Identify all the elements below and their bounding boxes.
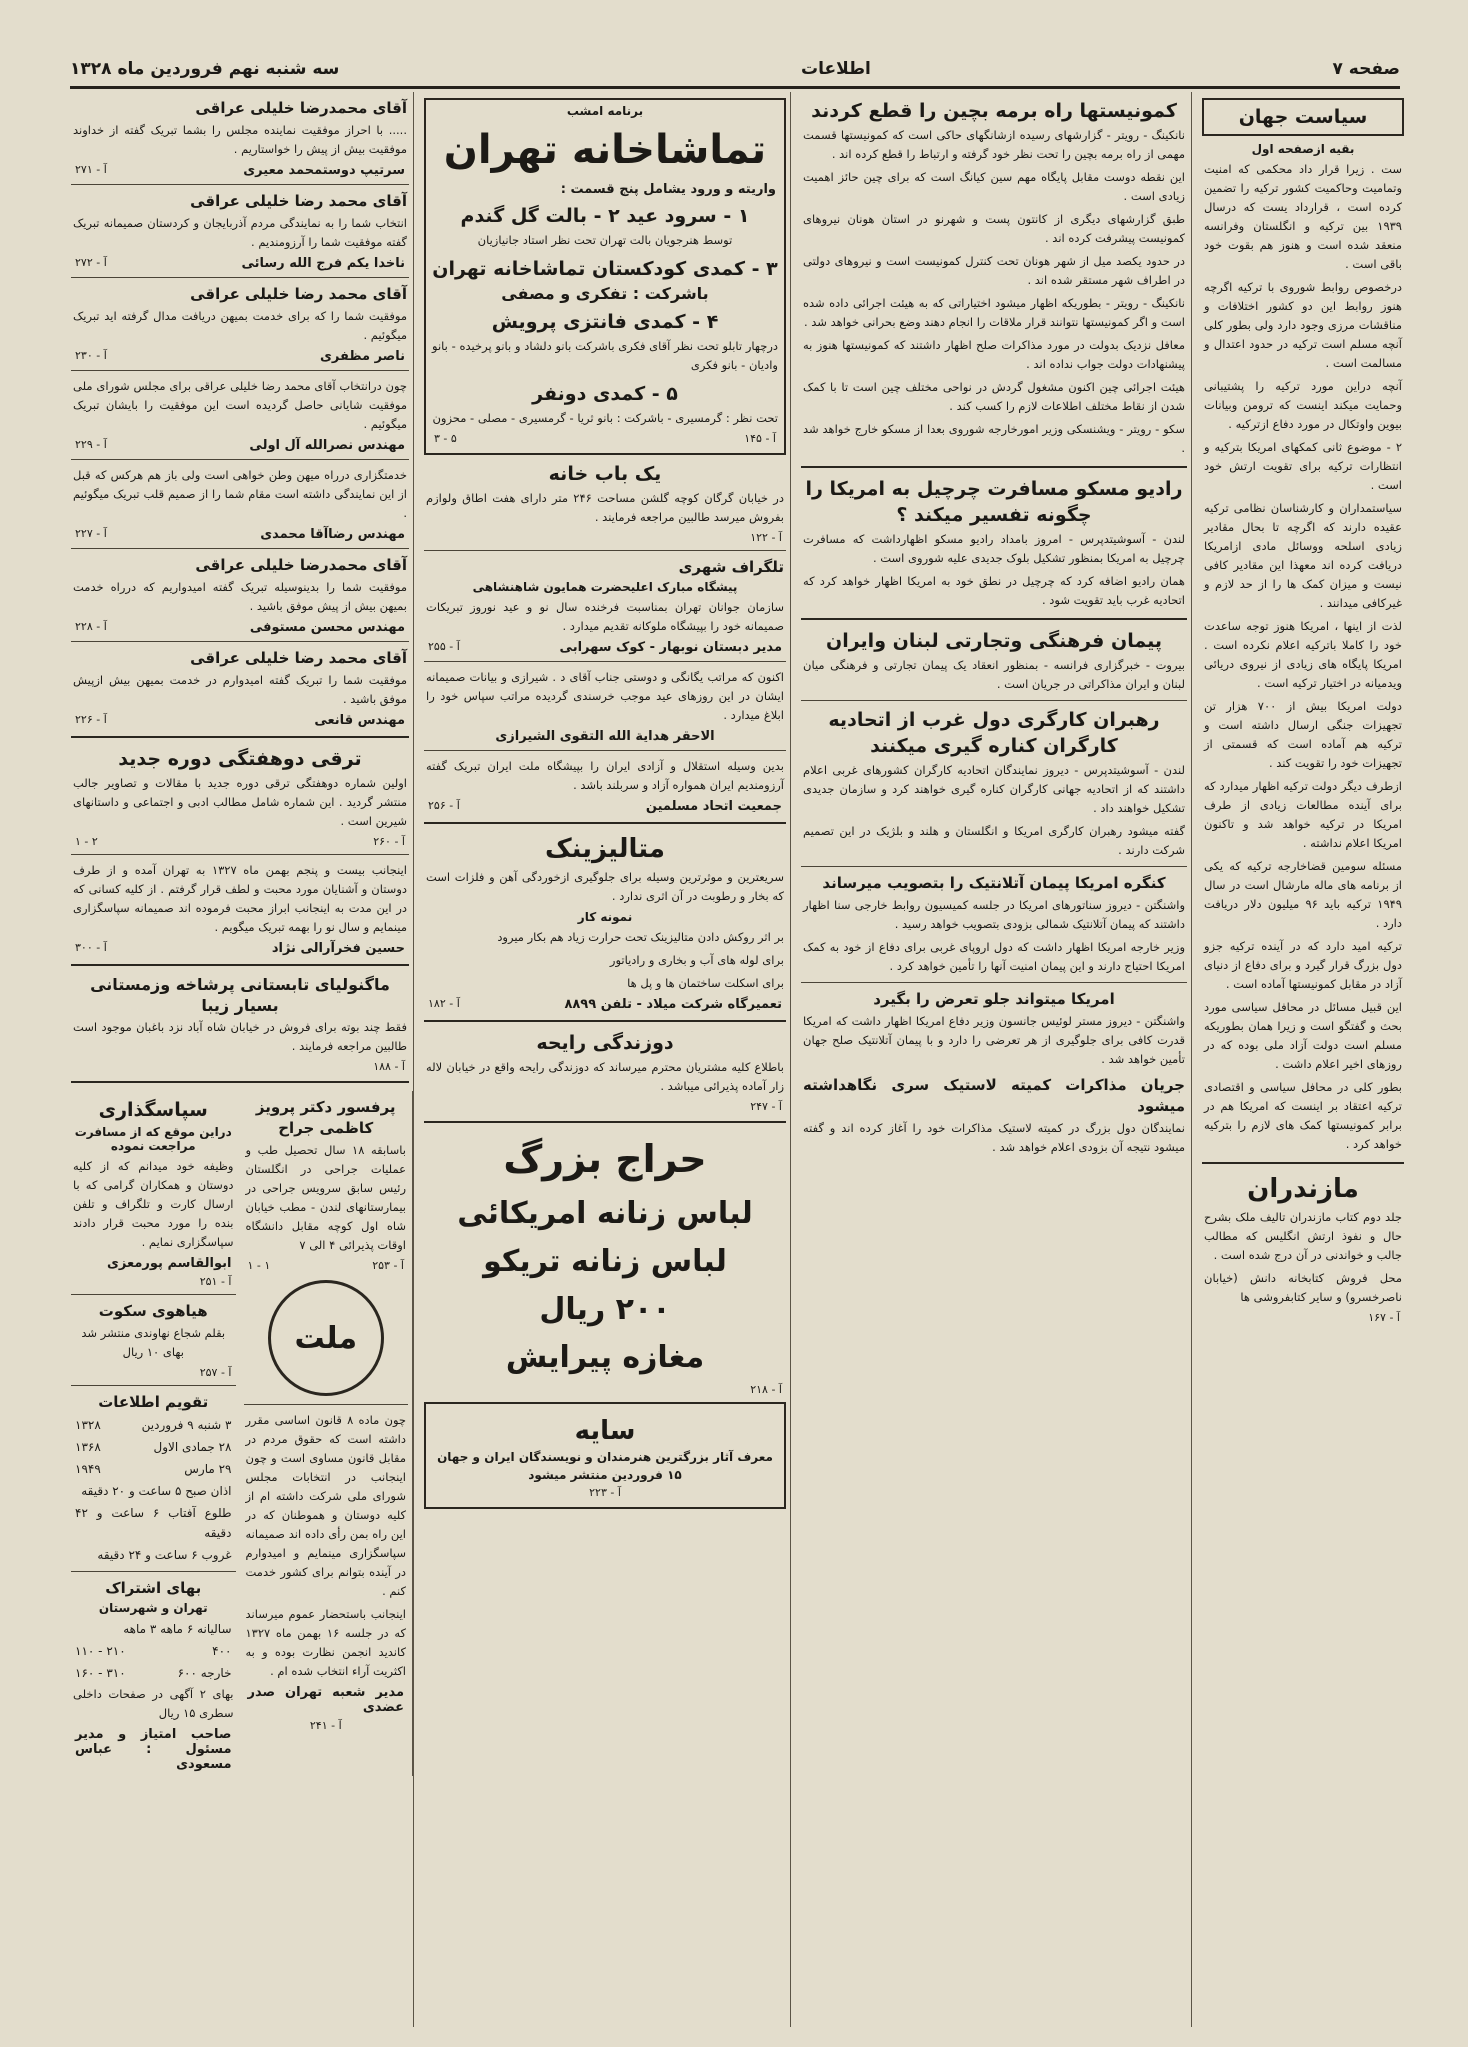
ad-ref: ۱ - ۱: [247, 1259, 271, 1272]
islam-sig-row: [428, 799, 782, 814]
calendar-row: [75, 1459, 232, 1479]
magnolia-title: ماگنولیای تابستانی پرشاخه وزمستانی بسیار زیبا: [90, 975, 390, 1015]
calendar-value: ۱۳۲۸: [75, 1418, 101, 1432]
silence-ref-row: [75, 1366, 232, 1379]
saye-title: سایه: [574, 1416, 636, 1446]
metalizink-line: بر اثر روکش دادن متالیزینک تحت حرارت زیاد هم بکار میرود: [497, 930, 784, 944]
calendar-title: تقویم اطلاعات: [98, 1393, 209, 1411]
theater-item-3-cast: باشرکت : تفکری و مصفی: [501, 284, 709, 303]
notice-text: موفقیت شما را بدینوسیله تبریک گفته امیدواریم که درراه خدمت بمیهن بیش از پیش موفق باشید .: [73, 580, 407, 613]
theater-ref-row: [434, 432, 776, 445]
metalizink-sub: نمونه کار: [577, 910, 633, 924]
divider: [71, 548, 409, 549]
telegraph-signature: مدیر دبستان نوبهار - کوک سهرابی: [559, 640, 782, 655]
magnolia-ref-row: [75, 1060, 405, 1073]
sale-title: حراج بزرگ: [503, 1137, 707, 1181]
thanks-signature: الاحقر هدایة الله التقوی الشیرازی: [495, 729, 715, 744]
subscription-label: سالیانه ۶ ماهه ۳ ماهه: [123, 1622, 232, 1636]
world-politics-title: سیاست جهان: [1238, 106, 1368, 128]
divider: [71, 1081, 409, 1083]
column-ads: [420, 92, 791, 2027]
theater-ad: [424, 98, 786, 455]
paragraph: بیروت - خبرگزاری فرانسه - بمنظور انعقاد یک پیمان تجارتی و فرهنگی میان لبنان و ایران مذاکراتی در جریان است .: [803, 658, 1185, 691]
notice-signature: ناصر مظفری: [319, 349, 405, 364]
house-ref-row: [428, 531, 782, 544]
headline-labor-leaders: رهبران کارگری دول غرب از اتحادیه کارگران کناره گیری میکنند: [828, 709, 1160, 757]
paragraph: مسئله سومین قضاخارجه ترکیه که یکی از برنامه های ماله مارشال است در سال ۱۹۴۹ ترکیه باید ۹۶ میلیون دلار دریافت دارد .: [1204, 859, 1402, 930]
divider: [424, 661, 786, 662]
gratitude-text: وظیفه خود میدانم که از کلیه دوستان و همکاران گرامی که با ارسال کارت و تلگراف و تلفن بنده را مورد محبت قرار دادند سپاسگزاری نمایم .: [73, 1159, 234, 1249]
subscription-region: تهران و شهرستان: [98, 1601, 208, 1615]
long-notice-sig-row: [75, 941, 405, 956]
calendar-label: اذان صبح ۵ ساعت و ۲۰ دقیقه: [81, 1484, 232, 1498]
notice-signature: ناخدا یکم فرج الله رسائی: [241, 256, 405, 271]
divider: [71, 277, 409, 278]
headline-atlantic-pact: کنگره امریکا پیمان آتلانتیک را بتصویب میرساند: [822, 874, 1166, 892]
paragraph: هیئت اجرائی چین اکنون مشغول گردش در نواحی مختلف چین است تا با کمک شدن از نقاط مختلف اطلاعات لازم را کسب کند .: [803, 380, 1185, 413]
subscription-label: خارجه ۶۰۰: [177, 1666, 232, 1680]
paragraph: لذت از اینها ، امریکا هنوز توجه ساعدت خود را کاملا باترکیه اعلام نکرده است . امریکا پایگاه های زیادی از نیروی دریائی ویدمیانه در اختیار ترکیه است .: [1204, 619, 1402, 690]
calendar-row: [75, 1437, 232, 1457]
ad-ref: آ - ۲۱۸: [750, 1383, 782, 1396]
paragraph: لندن - آسوشیتدپرس - امروز بامداد رادیو مسکو اظهارداشت که مسافرت چرچیل به امریکا بمنظور تشکیل بلوک جدیدی علیه شوروی است .: [803, 532, 1185, 565]
headline-radio-moscow: رادیو مسکو مسافرت چرچیل به امریکا را چگونه تفسیر میکند ؟: [805, 478, 1183, 526]
house-text: در خیابان گرگان کوچه گلشن مساحت ۲۴۶ متر دارای هفت اطاق ولوازم بفروش میرسد طالبین مراجعه فرمایند .: [426, 491, 784, 524]
ad-ref: آ - ۲۵۱: [199, 1275, 232, 1288]
paragraph: واشنگتن - دیروز سناتورهای امریکا در جلسه کمیسیون روابط خارجی سنا اظهار داشتند که پیمان آتلانتیک شمالی بزودی بتصویب خواهد رسید .: [803, 898, 1185, 931]
theater-item-1-note: توسط هنرجویان بالت تهران تحت نظر استاد جانیازیان: [477, 233, 733, 247]
mazandaran-text: جلد دوم کتاب مازندران تالیف ملک بشرح حال و نفوذ ارتش انگلیس که مطالب جالب و خواندنی در آن درج شده است .: [1204, 1210, 1402, 1262]
notice-sig-row: [75, 256, 405, 271]
divider: [71, 1385, 236, 1386]
sale-shop: مغازه پیرایش: [505, 1340, 705, 1375]
paragraph: ترکیه امید دارد که در آینده ترکیه جزو دول بزرگ قرار گیرد و برای دفاع از دنیای آزاد در مقابل کمونیستها آماده است .: [1204, 939, 1402, 991]
silence-title: هیاهوی سکوت: [98, 1302, 208, 1320]
paragraph: سیاستمداران و کارشناسان نظامی ترکیه عقیده دارند که اگرچه تا بحال مقادیر زیادی اسلحه ووسائل مادی ازامریکا دریافت کرده اند معهذا این مقادیر کافی نیست و میزان کمک ها را از حد لازم و غیرکافی میدانند .: [1204, 501, 1402, 610]
paragraph: ازطرف دیگر دولت ترکیه اظهار میدارد که برای آینده مطالعات زیادی از طرف امریکا در ترکیه خواهد شد و تاکنون امریکا اعلام نداشته .: [1204, 779, 1402, 850]
gratitude-title: سپاسگذاری: [98, 1099, 208, 1121]
congrats-notice: [67, 377, 413, 453]
ad-ref: آ - ۱۲۲: [750, 531, 782, 544]
divider: [71, 964, 409, 966]
notice-sig-row: [75, 713, 405, 728]
theater-item-5-cast: تحت نظر : گرمسیری - باشرکت : بانو ثریا - گرمسیری - مصلی - محزون: [432, 411, 778, 425]
divider: [71, 641, 409, 642]
congrats-notice: [67, 555, 413, 635]
notice-name: آقای محمدرضا خلیلی عراقی: [195, 99, 407, 117]
calendar-value: ۱۳۶۸: [75, 1440, 101, 1454]
headline-lebanon-iran: پیمان فرهنگی وتجارتی لبنان وایران: [826, 630, 1162, 652]
ad-ref: آ - ۲۵۵: [428, 640, 460, 653]
paper-name: اطلاعات: [801, 59, 871, 79]
divider: [801, 866, 1187, 867]
statement-text-2: اینجانب باستحضار عموم میرساند که در جلسه ۱۶ بهمن ماه ۱۳۲۷ کاندید انجمن نظارت بوده و به اکثریت آراء انتخاب شده ام .: [245, 1607, 407, 1678]
ad-ref: آ - ۲۳۰: [75, 349, 107, 362]
paragraph: نانکینگ - رویتر - گزارشهای رسیده ازشانگهای حاکی است که کمونیستها قسمت مهمی از راه برمه بچین را تحت نظر خود گرفته و ارتباط را قطع کرده اند .: [803, 128, 1185, 161]
notice-signature: سرتیپ دوستمحمد معیری: [243, 163, 405, 178]
islam-text: بدین وسیله استقلال و آزادی ایران را بپیشگاه ملت ایران تبریک گفته آرزومندیم ایران همواره آزاد و سربلند باشد .: [426, 759, 784, 792]
column-news: [797, 92, 1192, 2027]
calendar-label: ۲۹ مارس: [184, 1462, 232, 1476]
paragraph: همان رادیو اضافه کرد که چرچیل در نطق خود به امریکا اظهار خواهد کرد که اتحادیه غرب باید تقویت شود .: [803, 574, 1185, 607]
paragraph: دولت امریکا بیش از ۷۰۰ هزار تن تجهیزات جنگی ارسال داشته است و ترکیه هم آماده است که قسمتی از تجهیزات خود را تقویت کند .: [1204, 699, 1402, 770]
paragraph: نانکینگ - رویتر - بطوریکه اظهار میشود اختیاراتی که به هیئت اجرائی داده شده است و اگر کمونیستها نتوانند قرار ملاقات را انجام دهند وضع بحرانی خواهد شد .: [803, 296, 1185, 329]
metalizink-text: سریعترین و موثرترین وسیله برای جلوگیری ازخوردگی آهن و فلزات است که بخار و رطوبت در آن اثری ندارد .: [426, 870, 784, 903]
theater-item-3: ۳ - کمدی کودکستان تماشاخانه تهران: [432, 258, 778, 280]
divider: [71, 736, 409, 738]
divider: [801, 982, 1187, 983]
calendar-row: [75, 1415, 232, 1435]
telegraph-text: سازمان جوانان تهران بمناسبت فرخنده سال نو و عید نوروز تبریکات صمیمانه خود را بپیشگاه ملوکانه تقدیم میدارد .: [426, 600, 784, 633]
ad-ref: ۱ - ۲: [75, 835, 98, 848]
telegraph-sub: پیشگاه مبارک اعلیحضرت همایون شاهنشاهی: [472, 580, 738, 594]
metalizink-phone-row: [428, 997, 782, 1012]
bottom-notices-right: [67, 1091, 240, 1776]
mazandaran-title: مازندران: [1247, 1174, 1359, 1204]
paragraph: ست . زیرا قرار داد محکمی که امنیت وتمامیت وحاکمیت کشور ترکیه را تضمین کرده است ، قرارداد یست که درسال ۱۹۳۹ بین ترکیه و انگلستان وفرانسه منعقد شده است و هنوز هم بقوت خود باقی است .: [1204, 162, 1402, 271]
notice-text: خدمتگزاری درراه میهن وطن خواهی است ولی باز هم هرکس که قبل از این نمایندگی داشته است مقام شما را از صمیم قلب تبریک میگوئیم .: [73, 468, 407, 520]
paragraph: واشنگتن - دیروز مستر لوئیس جانسون وزیر دفاع امریکا اظهار داشت که امریکا قدرت کافی برای جلوگیری از هر تعرضی را دارد و با پیمان آتلانتیک صلح جهان تأمین خواهد شد .: [803, 1014, 1185, 1066]
theater-item-4-note: درچهار تابلو تحت نظر آقای فکری باشرکت بانو دلشاد و بانو پرخیده - بانو وادیان - بانو فکری: [432, 339, 778, 372]
headline-america-aggression: امریکا میتواند جلو تعرض را بگیرد: [873, 990, 1115, 1008]
progress-text: اولین شماره دوهفتگی ترقی دوره جدید با مقالات و تصاویر جالب منتشر گردید . این شماره شامل مطالب ادبی و اجتماعی و داستانهای شیرین است .: [73, 776, 407, 828]
progress-title: ترقی دوهفتگی دوره جدید: [118, 748, 362, 770]
calendar-row: [75, 1545, 232, 1565]
ad-ref: آ - ۲۴۷: [750, 1100, 782, 1113]
tailoring-title: دوزندگی رایحه: [536, 1032, 674, 1054]
ad-ref: آ - ۲۲۸: [75, 620, 107, 633]
calendar-label: غروب ۶ ساعت و ۲۴ دقیقه: [97, 1548, 232, 1562]
saye-text: معرف آثار بزرگترین هنرمندان و نویسندگان ایران و جهان: [437, 1450, 773, 1464]
calendar-row: [75, 1481, 232, 1501]
divider: [71, 1294, 236, 1295]
doctor-title: پرفسور دکتر پرویز کاظمی جراح: [255, 1098, 396, 1137]
continued-note: بقیه ازصفحه اول: [1251, 142, 1355, 156]
divider: [1202, 1162, 1404, 1164]
paragraph: گفته میشود رهبران کارگری امریکا و انگلستان و هلند و بلژیک در این تصمیم شرکت دارند .: [803, 824, 1185, 857]
congrats-notice: [67, 466, 413, 542]
ad-ref: آ - ۳۰۰: [75, 941, 107, 954]
divider: [71, 1571, 236, 1572]
divider: [801, 618, 1187, 620]
congrats-notice: [67, 98, 413, 178]
divider: [801, 700, 1187, 701]
ad-ref: آ - ۲۵۶: [428, 799, 460, 812]
issue-date: سه شنبه نهم فروردین ماه ۱۳۲۸: [70, 59, 340, 79]
ad-ref: آ - ۲۶۰: [373, 835, 405, 848]
world-politics-header: [1202, 98, 1404, 136]
columns: [62, 92, 1408, 2027]
notice-sig-row: [75, 163, 405, 178]
publisher-footer: صاحب امتیاز و مدیر مسئول : عباس مسعودی: [75, 1727, 232, 1772]
paragraph: درخصوص روابط شوروی با ترکیه اگرچه هنوز روابط این دو کشور اختلافات و مناقشات مرزی وجود دارد ولی بطور کلی آنچه مسلم است ترکیه در حدود اعتدال و مسالمت است .: [1204, 280, 1402, 370]
ad-ref: آ - ۲۵۳: [372, 1259, 404, 1272]
notice-sig-row: [75, 620, 405, 635]
sale-ref-row: [428, 1383, 782, 1396]
subscription-row: [75, 1619, 232, 1639]
sale-line-2: لباس زنانه تریکو: [483, 1244, 727, 1279]
subscription-label: ۴۰۰: [212, 1644, 232, 1658]
house-title: یک باب خانه: [548, 463, 662, 485]
theater-item-4: ۴ - کمدی فانتزی پرویش: [491, 311, 719, 333]
theater-item-1: ۱ - سرود عید ۲ - بالت گل گندم: [460, 205, 750, 227]
gratitude-sub: دراین موقع که از مسافرت مراجعت نموده: [74, 1125, 232, 1153]
divider: [424, 550, 786, 551]
notice-name: آقای محمد رضا خلیلی عراقی: [190, 192, 407, 210]
sale-line-1: لباس زنانه امریکائی: [457, 1196, 753, 1231]
congrats-notice: [67, 648, 413, 728]
notice-signature: مهندس رضاآقا محمدی: [260, 527, 405, 542]
silence-text: بقلم شجاع نهاوندی منتشر شد بهای ۱۰ ریال: [81, 1326, 226, 1359]
notice-sig-row: [75, 527, 405, 542]
paragraph: در حدود یکصد میل از شهر هونان تحت کنترل کمونیست است و نیروهای دولتی در اطراف شهر مستقر شده اند .: [803, 254, 1185, 287]
congrats-notice: [67, 191, 413, 271]
subscription-value: ۲۱۰ - ۱۱۰: [75, 1644, 126, 1658]
ad-ref: آ - ۱۶۷: [1368, 1311, 1400, 1324]
calendar-row: [75, 1503, 232, 1543]
tailoring-ref-row: [428, 1100, 782, 1113]
notice-sig-row: [75, 438, 405, 453]
metalizink-phone: تعمیرگاه شرکت میلاد - تلفن ۸۸۹۹: [564, 997, 782, 1012]
gratitude-signature: ابوالقاسم پورمعزی: [107, 1256, 232, 1271]
theater-top: برنامه امشب: [566, 104, 644, 118]
islam-signature: جمعیت اتحاد مسلمین: [645, 799, 782, 814]
millat-logo: ملت: [268, 1280, 384, 1396]
bottom-notices-left: [240, 1091, 414, 1776]
gratitude-ref-row: [75, 1275, 232, 1288]
paragraph: طبق گزارشهای دیگری از کانتون پست و شهرنو در استان هونان نیروهای کمونیست پیشرفت کرده اند .: [803, 212, 1185, 245]
saye-ad: [424, 1402, 786, 1509]
calendar-label: ۲۸ جمادی الاول: [153, 1440, 232, 1454]
theater-item-5: ۵ - کمدی دونفر: [532, 383, 678, 405]
paragraph: این نقطه دوست مقابل پایگاه مهم سین کیانگ است که برای چین حائز اهمیت زیادی است .: [803, 170, 1185, 203]
divider: [71, 370, 409, 371]
magnolia-text: فقط چند بوته برای فروش در خیابان شاه آباد نزد باغبان موجود است طالبین مراجعه فرمایند .: [73, 1020, 407, 1053]
divider: [424, 1020, 786, 1022]
paragraph: وزیر خارجه امریکا اظهار داشت که دول اروپای غربی برای دفاع از خود به کمک امریکا احتیاج دارند و این پیمان امنیت آنها را تأمین خواهد کرد .: [803, 940, 1185, 973]
saye-date: ۱۵ فروردین منتشر میشود: [528, 1468, 682, 1482]
long-notice-text: اینجانب بیست و پنجم بهمن ماه ۱۳۲۷ به تهران آمده و از طرف دوستان و آشنایان مورد محبت و لطف قرار گرفتم . از کلیه کسانی که در این مدت به اینجانب ابراز محبت فرموده اند صمیمانه سپاسگزاری مینمایم و سال نو را بهمه تبریک میگویم .: [73, 863, 407, 934]
notice-signature: مهندس نصرالله آل اولی: [249, 438, 405, 453]
doctor-text: باسابقه ۱۸ سال تحصیل طب و عملیات جراحی در انگلستان رئیس سابق سرویس جراحی در بیمارستانهای لندن - مطب خیابان شاه اول کوچه مقابل دانشگاه اوقات پذیرائی ۴ الی ۷: [245, 1143, 406, 1252]
ad-ref: آ - ۱۸۸: [373, 1060, 405, 1073]
notice-sig-row: [75, 349, 405, 364]
tailoring-text: باطلاع کلیه مشتریان محترم میرساند که دوزندگی رایحه واقع در خیابان لاله زار آماده پذیرائی میباشد .: [426, 1060, 784, 1093]
notice-name: آقای محمد رضا خلیلی عراقی: [190, 285, 407, 303]
calendar-value: ۱۹۴۹: [75, 1462, 101, 1476]
divider: [424, 750, 786, 751]
notice-text: موفقیت شما را که برای خدمت بمیهن دریافت مدال گرفته اید تبریک میگوئیم .: [73, 309, 407, 342]
ad-ref: آ - ۲۲۳: [589, 1486, 621, 1499]
theater-name: تماشاخانه تهران: [443, 127, 767, 173]
congrats-notice: [67, 284, 413, 364]
divider: [424, 822, 786, 824]
statement-signature: مدیر شعبه تهران صدر عضدی: [247, 1685, 404, 1715]
notice-signature: مهندس محسن مستوفی: [249, 620, 405, 635]
thanks-text: اکنون که مراتب یگانگی و دوستی جناب آقای د . شیرازی و بیانات صمیمانه ایشان در این روزهای عید موجب خرسندی گردیده مراتب سپاس خود را ابلاغ میدارد .: [426, 670, 784, 722]
paragraph: این قبیل مسائل در محافل سیاسی مورد بحث و گفتگو است و زیرا همان بطوریکه مسلم است دولت آزاد ملی بوده که در روزهای اخیر اعلام داشت .: [1204, 1000, 1402, 1071]
telegraph-sig-row: [428, 640, 782, 655]
metalizink-title: متالیزینک: [544, 834, 666, 864]
notice-name: آقای محمد رضا خلیلی عراقی: [190, 649, 407, 667]
world-politics-body: [1198, 160, 1408, 1154]
subscription-note: بهای ۲ آگهی در صفحات داخلی سطری ۱۵ ریال: [73, 1687, 234, 1720]
ad-ref: آ - ۲۲۷: [75, 527, 107, 540]
subscription-value: ۳۱۰ - ۱۶۰: [75, 1666, 126, 1680]
ad-ref: آ - ۲۴۱: [309, 1719, 342, 1732]
metalizink-line: برای لوله های آب و بخاری و رادیاتور: [609, 953, 784, 967]
ad-ref: آ - ۲۲۹: [75, 438, 107, 451]
ad-ref: آ - ۱۴۵: [744, 432, 776, 445]
subheadline-rubber: جریان مذاکرات کمیته لاستیک سری نگاهداشته میشود: [803, 1076, 1185, 1115]
doctor-ref-row: [248, 1259, 405, 1272]
paragraph: آنچه دراین مورد ترکیه را پشتیبانی وحمایت میکند اینست که ترومن وبیانات بیوین واوتکال در مورد دفاع ازترکیه .: [1204, 379, 1402, 431]
column-notices: [67, 92, 414, 2027]
saye-ref-row: [434, 1486, 776, 1499]
paragraph: لندن - آسوشیتدپرس - دیروز نمایندگان اتحادیه کارگران کشورهای غربی اعلام داشتند که از اتحادیه جهانی کارگران کناره گیری خواهند کرد و سازمان جدیدی تشکیل خواهند داد .: [803, 763, 1185, 815]
notice-signature: مهندس قانعی: [314, 713, 405, 728]
sale-price: ۲۰۰ ریال: [539, 1292, 671, 1327]
ad-ref: آ - ۲۲۶: [75, 713, 107, 726]
subscription-title: بهای اشتراک: [105, 1579, 202, 1597]
divider: [71, 184, 409, 185]
notice-text: انتخاب شما را به نمایندگی مردم آذربایجان و کردستان صمیمانه تبریک گفته موفقیت شما را آرزومندیم .: [73, 216, 407, 249]
paragraph: سکو - رویتر - ویشنسکی وزیر امورخارجه شوروی بعدا از مسکو خارج خواهد شد .: [803, 422, 1185, 455]
progress-ref-row: [75, 835, 405, 848]
divider: [801, 466, 1187, 468]
divider: [71, 459, 409, 460]
masthead: [70, 52, 1400, 89]
ad-ref: آ - ۲۷۱: [75, 163, 107, 176]
calendar-label: طلوع آفتاب ۶ ساعت و ۴۲ دقیقه: [75, 1506, 232, 1540]
mazandaran-ref-row: [1206, 1311, 1400, 1324]
calendar-label: ۳ شنبه ۹ فروردین: [141, 1418, 232, 1432]
subscription-row: [75, 1641, 232, 1661]
notice-text: موفقیت شما را تبریک گفته امیدوارم در خدمت بمیهن بیش ازپیش موفق باشید .: [73, 673, 407, 706]
telegraph-title: تلگراف شهری: [678, 558, 784, 576]
column-world-politics: [1198, 92, 1408, 2027]
statement-text: چون ماده ۸ قانون اساسی مقرر داشته است که حقوق مردم در مقابل قانون مساوی است و چون اینجانب در انتخابات مجلس شورای ملی شرکت داشته ام از کلیه دوستان و هموطنان که در این راه بمن رأی داده اند صمیمانه سپاسگزاری مینمایم و امیدوارم در آینده بتوانم برای کشور خدمت کنم .: [245, 1413, 406, 1598]
ad-ref: ۳ - ۵: [434, 432, 457, 445]
paragraph: نمایندگان دول بزرگ در کمیته لاستیک مذاکرات خود را آغاز کرده اند و گفته میشود نتیجه آن بزودی اعلام خواهد شد .: [803, 1121, 1185, 1154]
ad-ref: آ - ۲۵۷: [199, 1366, 232, 1379]
long-notice-signature: حسین فخرآرالی نژاد: [271, 941, 405, 956]
notice-text: ..... با احراز موفقیت نماینده مجلس را بشما تبریک گفته از خداوند موفقیت بیش از پیش را خواستاریم .: [73, 123, 407, 156]
headline-communists-burma: کمونیستها راه برمه بچین را قطع کردند: [811, 100, 1177, 122]
metalizink-line: برای اسکلت ساختمان ها و پل ها: [627, 976, 784, 990]
theater-intro: واریته و ورود یشامل پنج قسمت :: [560, 182, 776, 197]
notice-text: چون درانتخاب آقای محمد رضا خلیلی عراقی برای مجلس شورای ملی موفقیت شایانی حاصل گردیده است این موفقیت را بایشان تبریک میگوئیم .: [73, 379, 407, 431]
statement-ref-row: [248, 1719, 405, 1732]
mazandaran-sale: محل فروش کتابخانه دانش (خیابان ناصرخسرو) و سایر کتابفروشی ها: [1204, 1271, 1402, 1304]
ad-ref: آ - ۱۸۲: [428, 997, 460, 1010]
paragraph: معافل نزدیک بدولت در مورد مذاکرات صلح اظهار داشتند که کمونیستها هنوز به پیشنهادات دولت جواب نداده اند .: [803, 338, 1185, 371]
paragraph: ۲ - موضوع ثانی کمکهای امریکا بترکیه و انتظارات ترکیه برای تقویت ارتش خود است .: [1204, 440, 1402, 492]
paragraph: بطور کلی در محافل سیاسی و اقتصادی ترکیه اعتقاد بر اینست که امریکا هم در برابر کمونیستها کمک های لازم را بترکیه خواهد کرد .: [1204, 1080, 1402, 1151]
divider: [424, 1121, 786, 1123]
divider: [71, 854, 409, 855]
subscription-row: [75, 1663, 232, 1683]
page-number: صفحه ۷: [1332, 59, 1400, 79]
bottom-notices: [67, 1091, 413, 1776]
notice-name: آقای محمدرضا خلیلی عراقی: [195, 556, 407, 574]
ad-ref: آ - ۲۷۲: [75, 256, 107, 269]
divider: [244, 1404, 409, 1405]
